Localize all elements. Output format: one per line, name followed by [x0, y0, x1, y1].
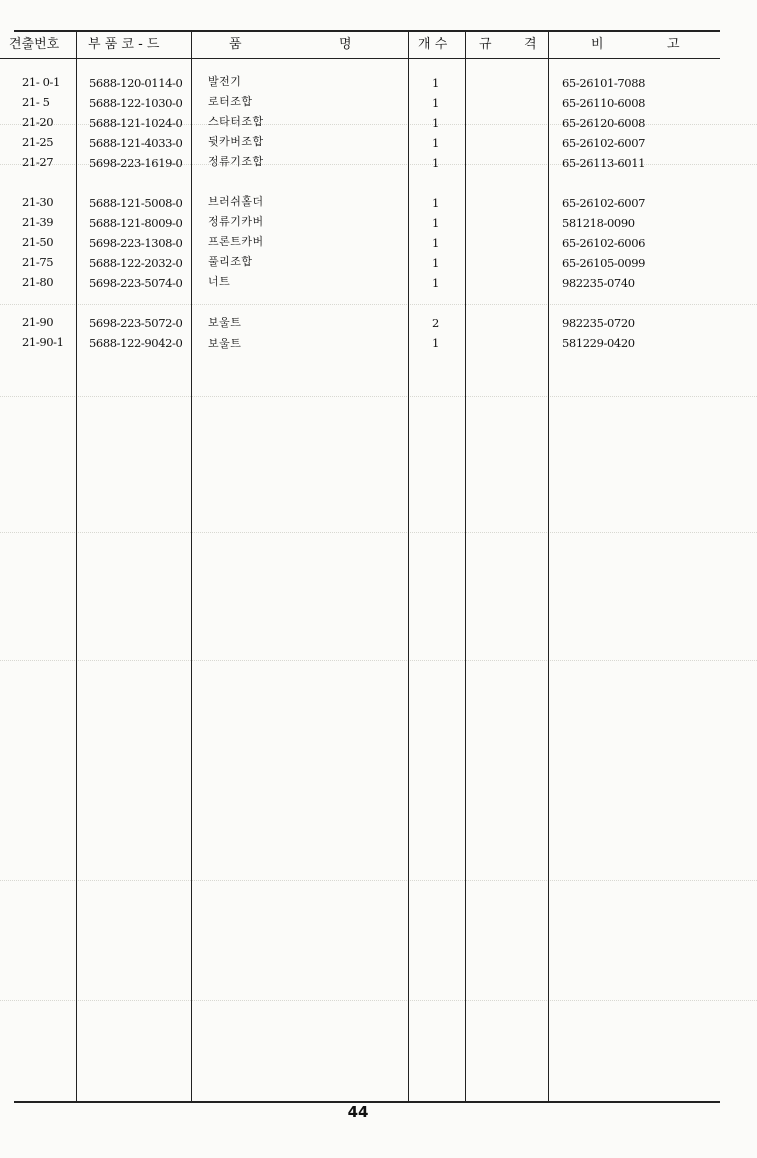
faint-ruling	[0, 660, 757, 661]
part-code-cell: 5688-120-0114-0	[89, 76, 183, 90]
remarks-cell: 982235-0740	[562, 276, 635, 290]
quantity-cell: 1	[432, 196, 439, 210]
quantity-cell: 1	[432, 256, 439, 270]
remarks-cell: 65-26102-6006	[562, 236, 646, 250]
ref-number-cell: 21- 0-1	[22, 75, 60, 89]
ref-number-cell: 21-27	[22, 155, 54, 169]
part-code-cell: 5688-121-4033-0	[89, 136, 183, 150]
header-remarks: 비	[591, 37, 604, 52]
header-ref-number: 견출번호	[9, 37, 60, 52]
part-name-cell: 뒷카버조합	[208, 135, 264, 148]
column-divider	[191, 31, 192, 1101]
header-part-code: 부 품 코 - 드	[88, 37, 160, 52]
remarks-cell: 65-26102-6007	[562, 136, 646, 150]
part-name-cell: 정류기조합	[208, 155, 264, 168]
ref-number-cell: 21-30	[22, 195, 54, 209]
part-name-cell: 너트	[208, 275, 231, 288]
column-divider	[465, 31, 466, 1101]
header-remarks: 고	[667, 37, 680, 52]
quantity-cell: 1	[432, 136, 439, 150]
part-name-cell: 브러쉬홀더	[208, 195, 264, 208]
part-code-cell: 5688-121-8009-0	[89, 216, 183, 230]
faint-ruling	[0, 1000, 757, 1001]
ref-number-cell: 21-75	[22, 255, 54, 269]
part-name-cell: 로터조합	[208, 95, 253, 108]
header-part-name: 명	[339, 37, 352, 52]
quantity-cell: 1	[432, 236, 439, 250]
page-number: 44	[347, 1103, 369, 1121]
quantity-cell: 1	[432, 336, 439, 350]
part-name-cell: 보울트	[208, 337, 242, 350]
quantity-cell: 1	[432, 276, 439, 290]
part-name-cell: 프론트카버	[208, 235, 264, 248]
ref-number-cell: 21-80	[22, 275, 54, 289]
column-divider	[76, 31, 77, 1101]
remarks-cell: 65-26105-0099	[562, 256, 646, 270]
ref-number-cell: 21-90	[22, 315, 54, 329]
remarks-cell: 65-26101-7088	[562, 76, 646, 90]
remarks-cell: 65-26120-6008	[562, 116, 646, 130]
part-name-cell: 스타터조합	[208, 115, 264, 128]
part-code-cell: 5688-122-2032-0	[89, 256, 183, 270]
ref-number-cell: 21-50	[22, 235, 54, 249]
faint-ruling	[0, 396, 757, 397]
ref-number-cell: 21- 5	[22, 95, 50, 109]
header-part-name: 품	[229, 37, 242, 52]
part-code-cell: 5698-223-5074-0	[89, 276, 183, 290]
part-name-cell: 풀리조합	[208, 255, 253, 268]
faint-ruling	[0, 880, 757, 881]
part-code-cell: 5698-223-5072-0	[89, 316, 183, 330]
remarks-cell: 581218-0090	[562, 216, 635, 230]
header-quantity: 개 수	[418, 37, 448, 52]
part-code-cell: 5688-122-9042-0	[89, 336, 183, 350]
quantity-cell: 1	[432, 116, 439, 130]
part-code-cell: 5698-223-1308-0	[89, 236, 183, 250]
quantity-cell: 1	[432, 96, 439, 110]
part-code-cell: 5688-122-1030-0	[89, 96, 183, 110]
faint-ruling	[0, 532, 757, 533]
header-bottom-rule	[0, 58, 720, 59]
ref-number-cell: 21-20	[22, 115, 54, 129]
column-divider	[548, 31, 549, 1101]
part-code-cell: 5688-121-1024-0	[89, 116, 183, 130]
remarks-cell: 982235-0720	[562, 316, 635, 330]
remarks-cell: 65-26113-6011	[562, 156, 646, 170]
quantity-cell: 1	[432, 216, 439, 230]
remarks-cell: 65-26110-6008	[562, 96, 646, 110]
table-top-rule	[14, 30, 720, 32]
header-spec: 격	[524, 37, 537, 52]
ref-number-cell: 21-90-1	[22, 335, 64, 349]
quantity-cell: 2	[432, 316, 439, 330]
header-spec: 규	[479, 37, 492, 52]
faint-ruling	[0, 304, 757, 305]
part-name-cell: 발전기	[208, 75, 242, 88]
part-name-cell: 정류기카버	[208, 215, 264, 228]
remarks-cell: 65-26102-6007	[562, 196, 646, 210]
part-code-cell: 5688-121-5008-0	[89, 196, 183, 210]
ref-number-cell: 21-39	[22, 215, 54, 229]
remarks-cell: 581229-0420	[562, 336, 635, 350]
part-code-cell: 5698-223-1619-0	[89, 156, 183, 170]
quantity-cell: 1	[432, 76, 439, 90]
part-name-cell: 보울트	[208, 316, 242, 329]
ref-number-cell: 21-25	[22, 135, 54, 149]
quantity-cell: 1	[432, 156, 439, 170]
column-divider	[408, 31, 409, 1101]
